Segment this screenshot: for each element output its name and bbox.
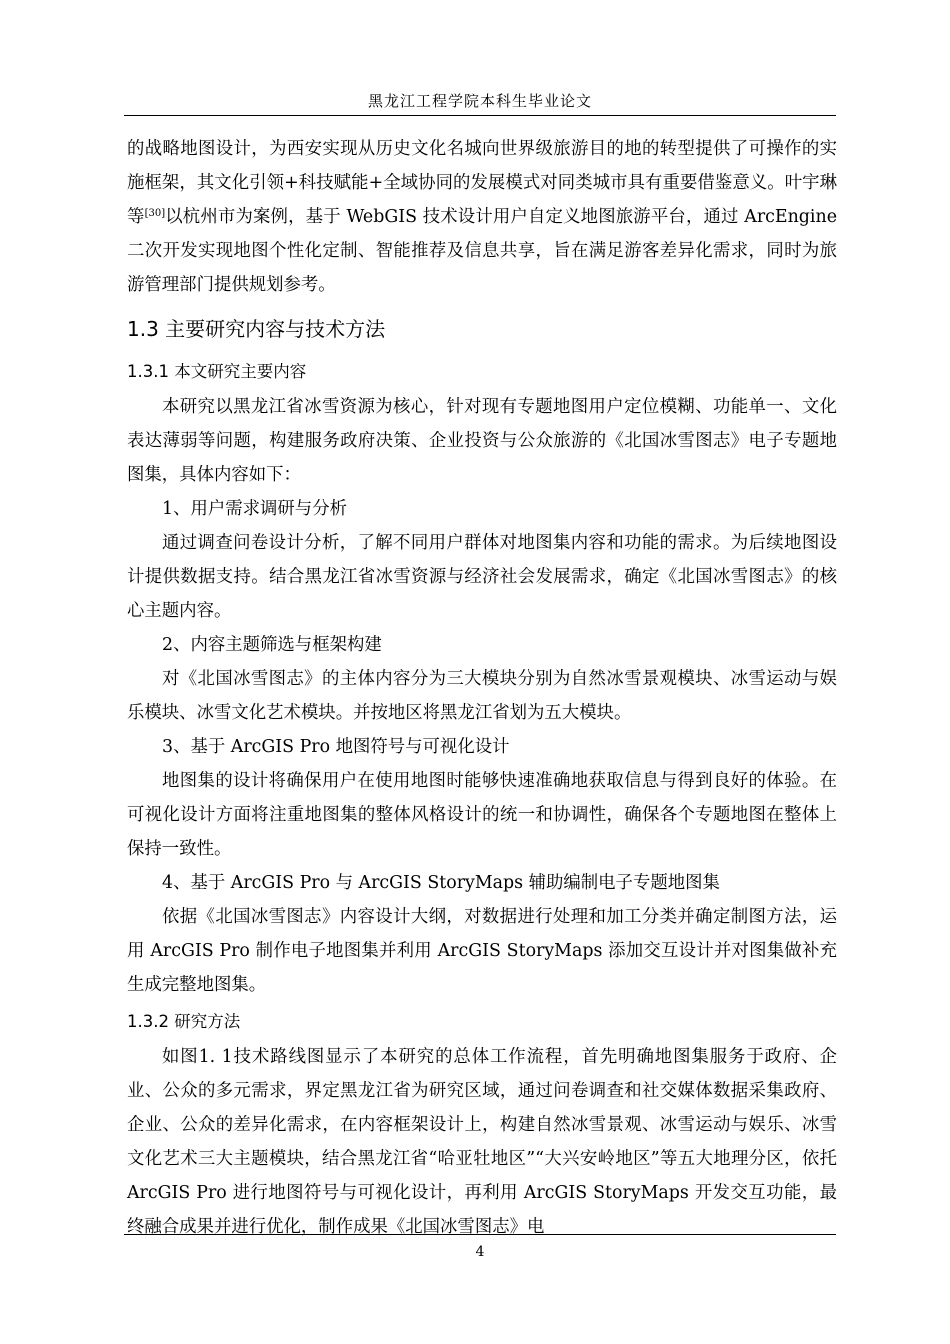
item-4-title: 4、基于 ArcGIS Pro 与 ArcGIS StoryMaps 辅助编制电子专题地图集 [162,873,720,893]
item-2-paragraph: 对《北国冰雪图志》的主体内容分为三大模块分别为自然冰雪景观模块、冰雪运动与娱乐模块、冰雪文化艺术模块。并按地区将黑龙江省划为五大模块。 [127,669,837,723]
item-4-paragraph: 依据《北国冰雪图志》内容设计大纲，对数据进行处理和加工分类并确定制图方法，运用 ArcGIS Pro 制作电子地图集并利用 ArcGIS StoryMaps 添加交互设计并对图集做补充生成完整地图集。 [127,907,837,995]
intro-paragraph [127,132,837,302]
item-1-paragraph: 通过调查问卷设计分析，了解不同用户群体对地图集内容和功能的需求。为后续地图设计提供数据支持。结合黑龙江省冰雪资源与经济社会发展需求，确定《北国冰雪图志》的核心主题内容。 [127,533,837,621]
item-1-title: 1、用户需求调研与分析 [162,499,347,519]
citation-30[interactable]: [30] [144,208,166,219]
section-heading-1-3-2: 1.3.2 研究方法 [127,1012,241,1031]
page-number: 4 [475,1244,485,1260]
intro-text-1: 的战略地图设计，为西安实现从历史文化名城向世界级旅游目的地的转型提供了可操作的实施框架，其文化引领+科技赋能+全域协同的发展模式对同类城市具有重要借鉴意义。叶宇琳等 [127,139,837,227]
content-intro-paragraph: 本研究以黑龙江省冰雪资源为核心，针对现有专题地图用户定位模糊、功能单一、文化表达薄弱等问题，构建服务政府决策、企业投资与公众旅游的《北国冰雪图志》电子专题地图集，具体内容如下： [127,397,837,485]
header-rule [124,115,836,116]
intro-text-2: 以杭州市为案例，基于 WebGIS 技术设计用户自定义地图旅游平台，通过 ArcEngine 二次开发实现地图个性化定制、智能推荐及信息共享，旨在满足游客差异化需求，同时为旅游管理部门提供规划参考。 [127,207,837,295]
running-header: 黑龙江工程学院本科生毕业论文 [367,92,592,110]
item-3-paragraph: 地图集的设计将确保用户在使用地图时能够快速准确地获取信息与得到良好的体验。在可视化设计方面将注重地图集的整体风格设计的统一和协调性，确保各个专题地图在整体上保持一致性。 [127,771,837,859]
page-body [127,132,837,1244]
item-3-title: 3、基于 ArcGIS Pro 地图符号与可视化设计 [162,737,510,757]
section-heading-1-3-1: 1.3.1 本文研究主要内容 [127,362,307,381]
item-2-title: 2、内容主题筛选与框架构建 [162,635,382,655]
section-heading-1-3: 1.3 主要研究内容与技术方法 [127,317,386,341]
method-paragraph: 如图1. 1技术路线图显示了本研究的总体工作流程，首先明确地图集服务于政府、企业、公众的多元需求，界定黑龙江省为研究区域，通过问卷调查和社交媒体数据采集政府、企业、公众的差异化需求，在内容框架设计上，构建自然冰雪景观、冰雪运动与娱乐、冰雪文化艺术三大主题模块，结合黑龙江省“哈亚牡地区”“大兴安岭地区”等五大地理分区，依托 ArcGIS Pro 进行地图符号与可视化设计，再利用 ArcGIS StoryMaps 开发交互功能，最终融合成果并进行优化，制作成果《北国冰雪图志》电 [127,1047,837,1237]
footer-rule [124,1234,836,1235]
